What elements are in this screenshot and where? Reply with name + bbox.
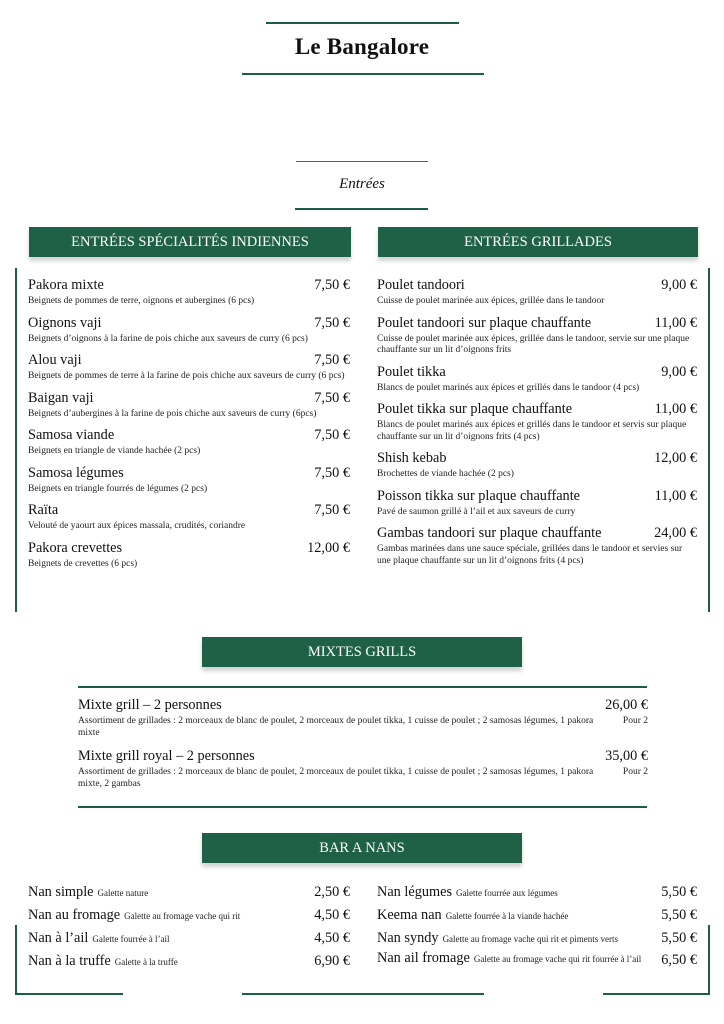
item-description: Beignets en triangle fourrés de légumes (2 pcs) [28,483,208,494]
item-description: Velouté de yaourt aux épices massala, crudités, coriandre [28,521,246,531]
menu-item [28,352,350,383]
item-description: Assortiment de grillades : 2 morceaux de blanc de poulet, 2 morceaux de poulet tikka, 1 cuisse de poulet ; 2 samosas légumes, 1 pakora mixte [78,716,594,738]
item-description: Brochettes de viande hachée (2 pcs) [377,469,514,479]
nans-right-list [377,883,697,974]
item-description: Beignets d’aubergines à la farine de pois chiche aux saveurs de curry (6pcs) [28,408,317,419]
item-name: Mixte grill royal – 2 personnes [78,748,255,764]
footer-left-rule [15,993,123,995]
menu-item [377,525,697,567]
item-name: Nan ail fromage [377,950,470,966]
header-bottom-rule [242,73,484,75]
menu-item [28,315,350,346]
header-top-rule [266,22,459,24]
item-price: 4,50 € [314,907,350,923]
footer-right-rule [603,993,710,995]
item-price: 11,00 € [654,487,697,504]
item-name: Poulet tikka sur plaque chauffante [377,401,573,417]
menu-item [28,540,350,571]
right-column-rule [708,268,710,612]
item-name: Pakora mixte [28,277,104,293]
item-name: Nan syndy [377,930,439,946]
footer-right-vertical-rule [708,925,710,995]
item-description: Gambas marinées dans une sauce spéciale, grillées dans le tandoor et servies sur une plaque chauffante sur un lit d’oignons frits (4 pcs) [377,544,683,566]
item-price: 26,00 € [605,697,648,713]
item-name: Nan simple [28,884,94,900]
section-subtitle: Entrées [339,176,385,192]
item-price: 11,00 € [654,314,697,331]
item-price: 7,50 € [314,314,350,331]
item-price: 7,50 € [314,502,350,518]
item-description: Blancs de poulet marinés aux épices et grillés dans le tandoor (4 pcs) [377,382,640,393]
item-name: Raïta [28,502,59,518]
item-description: Beignets de pommes de terre, oignons et aubergines (6 pcs) [28,296,255,306]
item-price: 6,90 € [314,953,350,969]
menu-item [28,906,350,924]
item-name: Nan à l’ail [28,930,89,946]
item-description: Blancs de poulet marinés aux épices et grillés dans le tandoor et servis sur plaque chauffante sur un lit d’oignons frits (4 pcs) [377,420,687,442]
item-description: Galette au fromage vache qui rit fourrée à l’ail [473,954,642,964]
item-price: 12,00 € [307,539,350,556]
item-price: 7,50 € [314,427,350,443]
item-name: Oignons vaji [28,314,102,331]
banner-specialites: ENTRÉES SPÉCIALITÉS INDIENNES [29,227,351,257]
menu-item [377,952,697,969]
menu-item [377,488,697,519]
banner-grillades: ENTRÉES GRILLADES [378,227,698,257]
banner-nans: BAR A NANS [202,833,522,863]
menu-item [377,364,697,395]
item-description: Cuisse de poulet marinée aux épices, grillée dans le tandoor [377,296,605,306]
mixtes-top-rule [78,686,647,688]
item-price: 7,50 € [314,277,350,293]
mixtes-bottom-rule [78,806,647,808]
menu-item [78,748,648,790]
item-price: 7,50 € [314,464,350,481]
item-name: Samosa viande [28,427,115,443]
item-description: Galette fourrée aux légumes [456,888,558,898]
item-name: Poulet tandoori sur plaque chauffante [377,314,592,331]
item-description: Galette au fromage vache qui rit [124,911,241,921]
item-price: 35,00 € [605,748,648,764]
item-name: Poulet tikka [377,363,446,380]
item-price: 24,00 € [654,525,697,541]
item-description: Assortiment de grillades : 2 morceaux de blanc de poulet, 2 morceaux de poulet tikka, 1 cuisse de poulet ; 2 samosas légumes, 1 pakora mixte, 2 gambas [78,767,594,789]
item-description: Beignets en triangle de viande hachée (2 pcs) [28,446,201,456]
menu-item [28,952,350,970]
item-name: Keema nan [377,907,442,923]
item-price: 6,50 € [661,952,697,968]
menu-item [377,450,697,481]
item-name: Shish kebab [377,450,447,466]
menu-item [28,277,350,308]
subtitle-top-rule [296,161,428,162]
left-column-rule [15,268,17,612]
item-price: 9,00 € [661,363,697,380]
item-price: 5,50 € [661,907,697,923]
menu-item [28,929,350,947]
item-portion-note: Pour 2 [622,767,648,777]
item-name: Samosa légumes [28,464,124,481]
menu-item [377,277,697,308]
grillades-list [377,277,697,574]
menu-item [28,883,350,901]
menu-item [377,883,697,901]
menu-item [377,929,697,947]
item-description: Galette à la truffe [114,957,178,967]
item-name: Poisson tikka sur plaque chauffante [377,487,581,504]
item-name: Poulet tandoori [377,277,465,293]
item-description: Galette nature [97,888,149,898]
restaurant-title: Le Bangalore [294,34,430,59]
item-price: 7,50 € [314,389,350,406]
footer-center-rule [242,993,484,995]
nans-left-list [28,883,350,975]
item-description: Beignets de crevettes (6 pcs) [28,558,138,569]
item-description: Galette au fromage vache qui rit et piments verts [442,934,618,944]
item-name: Gambas tandoori sur plaque chauffante [377,525,602,541]
menu-item [28,427,350,458]
item-name: Nan à la truffe [28,953,111,969]
menu-item [28,465,350,496]
item-description: Beignets de pommes de terre à la farine de pois chiche aux saveurs de curry (6 pcs) [28,371,345,381]
subtitle-bottom-rule [295,208,428,210]
item-price: 2,50 € [314,884,350,900]
banner-mixtes: MIXTES GRILLS [202,637,522,667]
item-description: Galette fourrée à l’ail [92,934,170,944]
item-price: 5,50 € [661,884,697,900]
menu-item [78,697,648,739]
menu-item [28,390,350,421]
item-price: 9,00 € [661,277,697,293]
footer-left-vertical-rule [15,925,17,995]
item-price: 12,00 € [654,450,697,466]
item-description: Beignets d’oignons à la farine de pois chiche aux saveurs de curry (6 pcs) [28,333,308,344]
menu-item [377,401,697,443]
item-price: 4,50 € [314,930,350,946]
item-description: Cuisse de poulet marinée aux épices, grillée dans le tandoor, servie sur une plaque chauffante sur un lit d’oignons frits [377,333,690,355]
item-price: 11,00 € [654,401,697,417]
item-description: Galette fourrée à la viande hachée [445,911,569,921]
item-name: Alou vaji [28,352,82,368]
item-name: Nan légumes [377,884,453,900]
specialites-list [28,277,350,577]
item-price: 5,50 € [661,930,697,946]
item-name: Nan au fromage [28,907,121,923]
item-description: Pavé de saumon grillé à l’ail et aux saveurs de curry [377,506,576,517]
mixtes-list [78,697,648,797]
item-name: Pakora crevettes [28,539,123,556]
item-price: 7,50 € [314,352,350,368]
menu-item [377,315,697,357]
item-name: Mixte grill – 2 personnes [78,697,222,713]
item-portion-note: Pour 2 [622,716,648,726]
item-name: Baigan vaji [28,389,94,406]
menu-item [28,502,350,533]
menu-item [377,906,697,924]
